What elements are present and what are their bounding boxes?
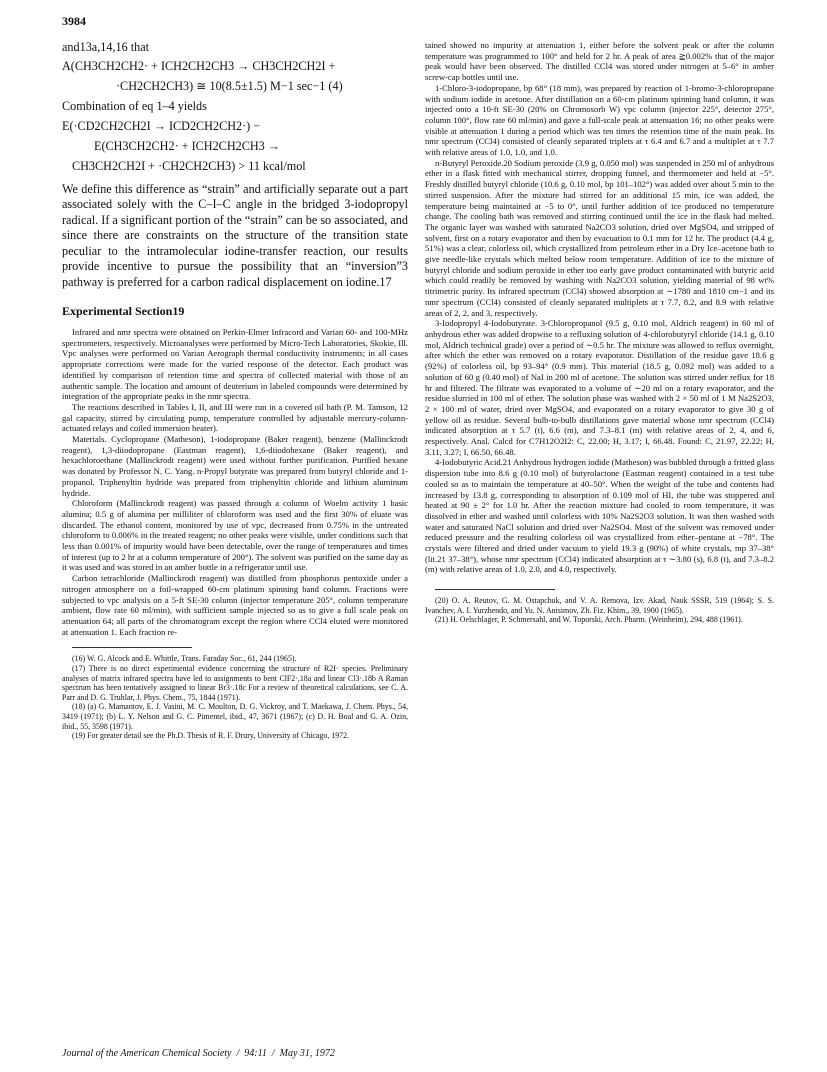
equation-line: E(CH3CH2CH2· + ICH2CH2CH3 →	[94, 138, 280, 153]
body-paragraph: The reactions described in Tables I, II, and III were run in a covered oil bath (P. M. Tamson, 12 gal capacity, stirred by circulating pump, temperature controlled by adjustable mercury-column-actuated relays and coiled immersion heater).	[62, 401, 408, 434]
body-paragraph: Infrared and nmr spectra were obtained on Perkin-Elmer Infracord and Varian 60- and 100-MHz spectrometers, respectively. Microanalyses were performed by Micro-Tech Laboratories, Skokie, Ill. Vpc analyses were performed on Varian Aerograph thermal conductivity instruments; in all cases appropriate corrections were made for the varied response of the detector. Each product was identified by comparison of retention time and spectra of collected material with those of an authentic sample. The location and amount of deuterium in labeled compounds were determined by integration of the appropriate peaks in the nmr spectra.	[62, 327, 408, 402]
footnote: (21) H. Oelschlager, P. Schmersahl, and W. Toporski, Arch. Pharm. (Weinheim), 294, 488 (1961).	[435, 615, 743, 625]
footnote-divider	[435, 589, 555, 590]
page-number: 3984	[62, 14, 86, 28]
equation-line: ·CH2CH2CH3) ≅ 10(8.5±1.5) M−1 sec−1 (4)	[116, 78, 343, 93]
equation-block	[62, 56, 408, 176]
equation-text: Combination of eq 1–4 yields	[62, 98, 207, 113]
journal-footer: Journal of the American Chemical Society / 94:11 / May 31, 1972	[62, 1048, 335, 1059]
equation-line: CH3CH2CH2I + ·CH2CH2CH3) > 11 kcal/mol	[72, 158, 306, 173]
footnote: (20) O. A. Reutov, G. M. Ostapchuk, and V. A. Remova, Izv. Akad, Nauk SSSR, 519 (1964); S. S. Ivanchev, A. I. Yurzhendo, and Yu. N. Anisimov, Zh. Fiz. Khim., 39, 1900 (1965).	[425, 596, 774, 615]
strain-paragraph: We define this difference as “strain” and artificially separate out a part associated solely with the C–I–C angle in the bridged 3-iodopropyl radical. If a significant portion of the “strain” can be so associated, and since there are constraints on the structure of the transition state peculiar to the intramolecular iodine-transfer reaction, our results provide incentive to pursue the possibility that an “inversion”3 pathway is preferred for a carbon radical displacement on iodine.17	[62, 181, 408, 289]
footnotes	[62, 654, 408, 740]
body-paragraph: Chloroform (Mallinckrodt reagent) was passed through a column of Woelm activity 1 basic alumina; 0.5 g of alumina per milliliter of chloroform was used and the first 30% of eluate was discarded. The ethanol content, monitored by use of vpc, decreased from 0.75% in the untreated chloroform to 0.006% in the treated reagent; no other peaks were visible, under conditions such that less than 0.001% of impurity would have been detectable, over the range of temperatures and times of interest (up to 2 hr at a column temperature of 200°). The solvent was purified on the same day as it was used and was stored in an amber bottle in a refrigerator until use.	[62, 498, 408, 573]
body-paragraph: Materials. Cyclopropane (Matheson), 1-iodopropane (Baker reagent), benzene (Mallinckrodt reagent), 1,3-diiodopropane (Eastman reagent), 1,6-diiodohexane (Baker reagent), and hexachloroethane (Mallinckrodt reagent) were used without further purification. Purified hexane was donated by Professor N. C. Yang. n-Propyl butyrate was prepared from butyryl chloride and 1-propanol. Triphenyltin hydride was prepared from triphenyltin chloride and lithium aluminum hydride.	[62, 434, 408, 498]
footnote: (19) For greater detail see the Ph.D. Thesis of R. F. Drury, University of Chicago, 1972.	[72, 731, 350, 741]
left-column	[62, 40, 408, 741]
body-paragraph: n-Butyryl Peroxide.20 Sodium peroxide (3.9 g, 0.050 mol) was suspended in 250 ml of anhydrous ether in a flask fitted with mechanical stirrer, dropping funnel, and thermometer and held at −5°. Freshly distilled butyryl chloride (10.6 g, 0.10 mol, bp 101–102°) was added over about 5 min to the stirred suspension. After the mixture had stirred for an additional 15 min, ice was added, the temperature being maintained at −5 to 0°, until further addition of ice produced no temperature change. The cooling bath was removed and stirring continued until the ice in the flask had melted. The organic layer was washed with saturated Na2CO3 solution, dried over MgSO4, and stripped of solvent, first on a rotary evaporator and then by evacuation to 0.1 mm for 12 hr. The product (4.4 g, 51%) was a clear, colorless oil, which crystallized from petroleum ether in a Dry Ice–acetone bath to give needle-like crystals which melted below room temperature. Addition of ice to the mixture of butyryl chloride and sodium peroxide in ether too early gave product contaminated with butyric acid which could readily be removed by washing with Na2CO3 solution, yielding material of 98 wt% titrimetric purity. Its infrared spectrum (CCl4) showed absorption at ∼1780 and 1810 cm−1 and its nmr spectrum (CCl4) consisted of cleanly separated multiplets at τ 7.7, 8.2, and 8.9 with relative areas of 2, 2, and 3, respectively.	[425, 157, 774, 318]
footnote-divider	[72, 647, 192, 648]
body-paragraph: tained showed no impurity at attenuation 1, either before the solvent peak or after the column temperature was programmed to 100° and held for 2 hr. A peak of area ≧0.002% that of the major peak would have been observed. The distilled CCl4 was stored under nitrogen at 5–6° in amber screw-cap bottles until use.	[425, 40, 774, 83]
body-paragraph: Carbon tetrachloride (Mallinckrodt reagent) was distilled from phosphorus pentoxide under a nitrogen atmosphere on a foil-wrapped 60-cm platinum spinning band column. Fractions were subjected to vpc analysis on a 5-ft SE-30 column (injector temperature 205°, column temperature ambient, flow rate 60 ml/min), with sufficient sample injected so as to give a full scale peak on attenuation 64; all parts of the chromatogram except the region where CCl4 eluted were monitored at attenuation 1. Each fraction re-	[62, 573, 408, 637]
section-heading: Experimental Section19	[62, 304, 185, 318]
footnote: (17) There is no direct experimental evidence concerning the structure of R2I· species. Preliminary analyses of matrix infrared spectra have led to assignments to bent ClF2·,18a and linear Cl3·.18b A Raman spectrum has been tentatively assigned to linear Br3·.18c For a review of theoretical calculations, see C. A. Parr and D. G. Truhlar, J. Phys. Chem., 75, 1844 (1971).	[62, 663, 408, 702]
footnote: (18) (a) G. Mamantov, E. J. Vasini, M. C. Moulton, D. G. Vickroy, and T. Maekawa, J. Chem. Phys., 54, 3419 (1971); (b) L. Y. Nelson and G. C. Pimentel, ibid., 47, 3671 (1967); (c) D. H. Boal and G. A. Ozin, ibid., 55, 3598 (1971).	[62, 702, 408, 731]
equation-line: A(CH3CH2CH2· + ICH2CH2CH3 → CH3CH2CH2I +	[62, 58, 336, 73]
body-paragraph: 1-Chloro-3-iodopropane, bp 68° (18 mm), was prepared by reaction of 1-bromo-3-chloropropane with sodium iodide in acetone. After distillation on a 60-cm platinum spinning band column, it was injected onto a 10-ft SE-30 (20% on Chromosorb W) vpc column (injector 225°, detector 275°, column 100°, flow rate 60 ml/min) and gave a full-scale peak at attenuation 16; no other peaks were visible at attenuation 1 during a period which was ten times the retention time of the main peak. Its nmr spectrum (CCl4) consisted of cleanly separated triplets at τ 6.4 and 6.7 and a multiplet at τ 7.7 with relative areas of 1.0, 1.0, and 1.0.	[425, 82, 774, 158]
equation-line: E(·CD2CH2CH2I → ICD2CH2CH2·) −	[62, 118, 261, 133]
body-paragraph: 4-Iodobutyric Acid.21 Anhydrous hydrogen iodide (Matheson) was bubbled through a fritted glass dispersion tube into 8.6 g (0.10 mol) of butyrolactone (Eastman reagent) contained in a test tube cooled so as to maintain the temperature at 40–50°. When the weight of the tube and contents had increased by 13.8 g, corresponding to absorption of 0.109 mol of HI, the tube was stoppered and heated at 90 ± 2° for 1.0 hr. After the reaction mixture had cooled to room temperature, it was dissolved in ether and washed until colorless with 10% Na2S2O3 solution. It was then washed with water and saturated NaCl solution and dried over Na2SO4. Most of the solvent was removed under reduced pressure and the resulting colorless oil was crystallized from ether–pentane at −78°. The crystals were filtered and dried under vacuum to yield 19.3 g (90%) of white crystals, mp 37–38° (lit.21 37–38°), whose nmr spectrum (CCl4) indicated absorption at τ ∼3.80 (s), 6.8 (t), and 7.3–8.2 (m) with relative areas of 1.0, 2.0, and 4.0, respectively.	[425, 457, 774, 575]
intro-line: and13a,14,16 that	[62, 40, 149, 54]
body-paragraph: 3-Iodopropyl 4-Iodobutyrate. 3-Chloropropanol (9.5 g, 0.10 mol, Aldrich reagent) in 60 ml of anhydrous ether was added dropwise to a refluxing solution of 4-chlorobutyryl chloride (14.1 g, 0.10 mol, Aldrich technical grade) over a period of ∼0.5 hr. The mixture was allowed to reflux overnight, after which the ether was removed on a rotary evaporator. Distillation of the residue gave 18.6 g (92%) of colorless oil, bp 93–94° (0.9 mm). This material (18.5 g, 0.092 mol) was added to a solution of 60 g (0.40 mol) of NaI in 200 ml of acetone. The solution was stirred under reflux for 18 hr and filtered. The filtrate was evaporated to a volume of ∼20 ml on a rotary evaporator, and the residue slurried in 100 ml of ether. The solution phase was washed with 2 × 50 ml of 1 M Na2S2O3, 2 × 100 ml of water, dried over MgSO4, and evaporated on a rotary evaporator to give 30 g of yellow oil as residue. Several bulb-to-bulb distillations gave material whose nmr spectrum (CCl4) indicated absorption at τ 5.7 (t), 6.6 (m), and 7.3–8.1 (m) with relative areas of 2, 4, and 6, respectively. Anal. Calcd for C7H12O2I2: C, 22.00; H, 3.17; I, 66.48. Found: C, 21.97, 22.22; H, 3.11, 3.27; I, 66.50, 66.48.	[425, 318, 774, 457]
footnotes	[425, 596, 774, 625]
footnote: (16) W. G. Alcock and E. Whittle, Trans. Faraday Soc., 61, 244 (1965).	[72, 654, 297, 664]
right-column	[425, 40, 774, 625]
